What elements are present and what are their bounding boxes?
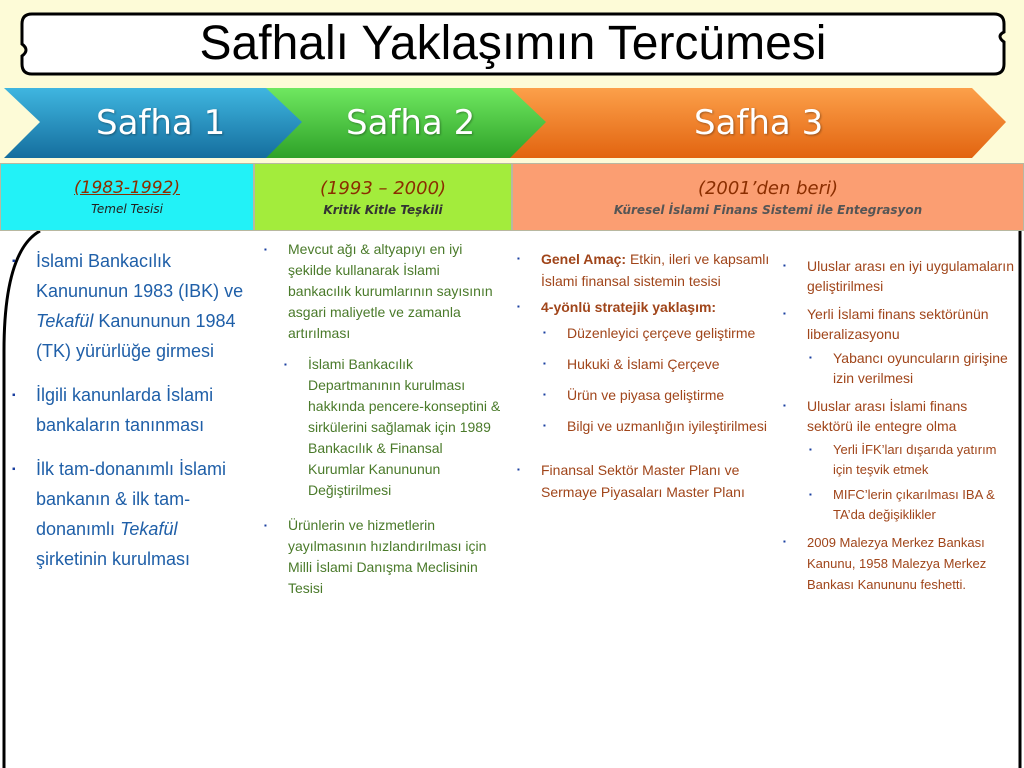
phase-3-label: Safha 3 <box>694 103 824 143</box>
list-item: ▪ İslami Bankacılık Kanununun 1983 (IBK) ve Tekafül Kanununun 1984 (TK) yürürlüğe girmesi <box>36 246 248 366</box>
list-item: ▪ MIFC’lerin çıkarılması IBA & TA’da değişiklikler <box>833 485 1017 524</box>
phase-2-label: Safha 2 <box>346 103 476 143</box>
list-item: ▪ Düzenleyici çerçeve geliştirme <box>567 322 781 344</box>
list-item: ▪ İlgili kanunlarda İslami bankaların tanınması <box>36 380 248 440</box>
phase-1-label: Safha 1 <box>96 103 226 143</box>
list-item: ▪ 4-yönlü stratejik yaklaşım: ▪ Düzenleyici çerçeve geliştirme ▪ Hukuki & İslami Çerçeve ▪ Ürün ve piyasa geliştirme ▪ Bilgi ve uzmanlığın iyileştirilmesi <box>541 296 781 437</box>
list-item: ▪ Yerli İFK’ları dışarıda yatırım için teşvik etmek <box>833 440 1017 479</box>
phase-2-subtitle: Kritik Kitle Teşkili <box>323 203 443 217</box>
phase-2-list <box>288 239 502 611</box>
phase-3-list-right <box>807 256 1017 603</box>
list-item: ▪ İslami Bankacılık Departmanının kurulması hakkında pencere-konseptini & sirkülerini sağlamak için 1989 Bankacılık & Finansal Kurumlar Kanununun Değiştirilmesi <box>308 354 502 501</box>
list-item: ▪ Yabancı oyuncuların girişine izin verilmesi <box>833 348 1017 388</box>
list-item: ▪ Hukuki & İslami Çerçeve <box>567 353 781 375</box>
title-banner <box>18 10 1008 78</box>
sub-list <box>308 354 502 501</box>
list-item: ▪ Uluslar arası İslami finans sektörü ile entegre olma ▪ Yerli İFK’ları dışarıda yatırım için teşvik etmek ▪ MIFC’lerin çıkarılması IBA & TA’da değişiklikler <box>807 396 1017 524</box>
list-item: ▪ 2009 Malezya Merkez Bankası Kanunu, 1958 Malezya Merkez Bankası Kanununu feshetti. <box>807 532 1017 595</box>
list-item: ▪ Ürünlerin ve hizmetlerin yayılmasının hızlandırılması için Milli İslami Danışma Meclisinin Tesisi <box>288 515 502 599</box>
list-item: ▪ Bilgi ve uzmanlığın iyileştirilmesi <box>567 415 781 437</box>
sub-list <box>833 440 1017 524</box>
phase-3-years: (2001’den beri) <box>697 178 839 199</box>
phase-1-header <box>0 163 254 231</box>
list-item: ▪ Uluslar arası en iyi uygulamaların geliştirilmesi <box>807 256 1017 296</box>
sub-list <box>833 348 1017 388</box>
phase-3-header <box>512 163 1024 231</box>
phase-1-list <box>36 246 248 588</box>
list-item: ▪ Genel Amaç: Etkin, ileri ve kapsamlı İslami finansal sistemin tesisi <box>541 248 781 292</box>
strategy-list <box>567 322 781 437</box>
list-item: ▪ İlk tam-donanımlı İslami bankanın & ilk tam-donanımlı Tekafül şirketinin kurulması <box>36 454 248 574</box>
page-title: Safhalı Yaklaşımın Tercümesi <box>199 17 827 70</box>
list-item: ▪ Finansal Sektör Master Planı ve Sermaye Piyasaları Master Planı <box>541 459 781 503</box>
list-item: ▪ Yerli İslami finans sektörünün liberalizasyonu ▪ Yabancı oyuncuların girişine izin verilmesi <box>807 304 1017 388</box>
phase-2-years: (1993 – 2000) <box>319 178 447 199</box>
phase-2-header <box>254 163 512 231</box>
phase-1-years: (1983-1992) <box>74 178 180 198</box>
list-item: ▪ Ürün ve piyasa geliştirme <box>567 384 781 406</box>
phase-3-list-left <box>541 248 781 507</box>
phase-1-subtitle: Temel Tesisi <box>91 202 163 216</box>
phase-3-subtitle: Küresel İslami Finans Sistemi ile Entegrasyon <box>613 203 923 217</box>
list-item: ▪ Mevcut ağı & altyapıyı en iyi şekilde kullanarak İslami bankacılık kurumlarının sayısının asgari maliyetle ve zamanla artırılması ▪ İslami Bankacılık Departmanının kurulması hakkında pencere-konseptini & sirkülerini sağlamak için 1989 Bankacılık & Finansal Kurumlar Kanununun Değiştirilmesi <box>288 239 502 501</box>
